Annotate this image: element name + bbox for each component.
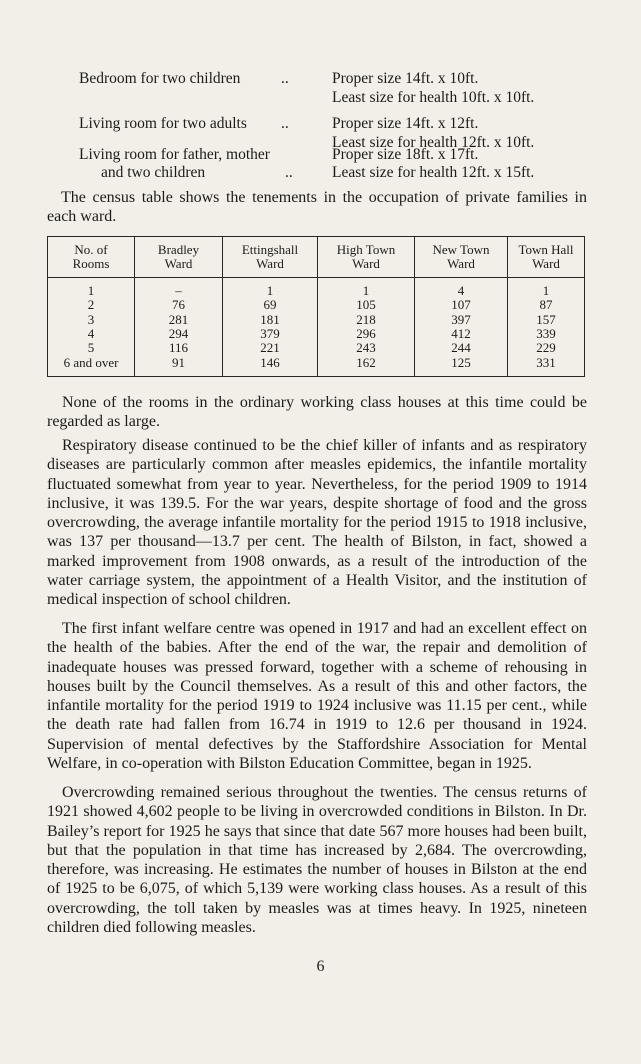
- header-bradley: Bradley Ward: [135, 237, 223, 278]
- table-cell: 4: [415, 277, 508, 298]
- body-paragraph: Respiratory disease continued to be the chief killer of infants and as respiratory diseases are particularly common after measles epidemics, the infantile mortality fluctuated somewhat from year to year. Nevertheless, for the period 1909 to 1914 inclusive, it was 139.5. For the war years, despite shortage of food and the gross overcrowding, the average infantile mortality for the period 1915 to 1918 inclusive, was 137 per thousand—13.7 per cent. The health of Bilston, in fact, showed a marked improvement from 1908 onwards, as a result of the introduction of the water carriage system, the appointment of a Health Visitor, and the institution of medical inspection of school children.: [47, 437, 587, 609]
- header-town-hall: Town Hall Ward: [508, 237, 585, 278]
- table-cell: 296: [318, 327, 415, 341]
- standard-least-size: Least size for health 12ft. x 15ft.: [332, 164, 535, 181]
- leader-dots: ..: [281, 70, 289, 87]
- table-cell: 1: [318, 277, 415, 298]
- table-cell: 107: [415, 298, 508, 312]
- standard-proper-size: Proper size 14ft. x 10ft.: [332, 70, 479, 87]
- standard-room-label: Living room for father, mother: [79, 146, 270, 163]
- table-cell: 379: [223, 327, 318, 341]
- table-cell: 1: [223, 277, 318, 298]
- room-size-standards: [0, 0, 641, 200]
- table-cell: 146: [223, 356, 318, 377]
- body-paragraph: The first infant welfare centre was opened in 1917 and had an excellent effect on the health of the babies. After the end of the war, the repair and demolition of inadequate houses was pressed forward, together with a scheme of rehousing in houses built by the Council themselves. As a result of this and other factors, the infantile mortality for the period 1919 to 1924 inclusive was 11.15 per cent., while the death rate had fallen from 16.74 in 1919 to 12.6 per thousand in 1924. Supervision of mental defectives by the Staffordshire Association for Mental Welfare, in co-operation with Bilston Education Committee, began in 1925.: [47, 620, 587, 773]
- table-cell: 6 and over: [48, 356, 135, 377]
- table-cell: 412: [415, 327, 508, 341]
- leader-dots: ..: [285, 164, 293, 181]
- table-header-row: [48, 237, 585, 278]
- table-cell: 162: [318, 356, 415, 377]
- standard-least-size: Least size for health 10ft. x 10ft.: [332, 89, 535, 106]
- table-row: [48, 298, 585, 312]
- table-cell: 229: [508, 341, 585, 355]
- table-cell: 125: [415, 356, 508, 377]
- table-row: [48, 313, 585, 327]
- table-cell: 294: [135, 327, 223, 341]
- table-cell: 243: [318, 341, 415, 355]
- table-cell: 2: [48, 298, 135, 312]
- table-cell: 4: [48, 327, 135, 341]
- table-cell: 116: [135, 341, 223, 355]
- table-cell: 221: [223, 341, 318, 355]
- table-cell: 87: [508, 298, 585, 312]
- table-cell: 3: [48, 313, 135, 327]
- table-cell: 397: [415, 313, 508, 327]
- table-cell: –: [135, 277, 223, 298]
- table-row: [48, 341, 585, 355]
- table-cell: 218: [318, 313, 415, 327]
- intro-paragraph: The census table shows the tenements in the occupation of private families in each ward.: [47, 189, 587, 226]
- table-cell: 331: [508, 356, 585, 377]
- table-cell: 1: [48, 277, 135, 298]
- table-cell: 5: [48, 341, 135, 355]
- standard-room-label: Living room for two adults: [79, 115, 247, 132]
- body-paragraph: None of the rooms in the ordinary working class houses at this time could be regarded as large.: [47, 394, 587, 431]
- table-cell: 181: [223, 313, 318, 327]
- table-cell: 69: [223, 298, 318, 312]
- standard-proper-size: Proper size 14ft. x 12ft.: [332, 115, 479, 132]
- header-ettingshall: Ettingshall Ward: [223, 237, 318, 278]
- table-cell: 339: [508, 327, 585, 341]
- header-rooms: No. of Rooms: [48, 237, 135, 278]
- table-cell: 244: [415, 341, 508, 355]
- table-row: [48, 327, 585, 341]
- standard-room-label: Bedroom for two children: [79, 70, 241, 87]
- census-table: [47, 236, 585, 377]
- standard-proper-size: Proper size 18ft. x 17ft.: [332, 146, 479, 163]
- leader-dots: ..: [281, 115, 289, 132]
- table-cell: 281: [135, 313, 223, 327]
- body-paragraph: Overcrowding remained serious throughout the twenties. The census returns of 1921 showed 4,602 people to be living in overcrowded conditions in Bilston. In Dr. Bailey’s report for 1925 he says that since that date 567 more houses had been built, but that the population in that time has increased by 2,684. The overcrowding, therefore, was increasing. He estimates the number of houses in Bilston at the end of 1925 to be 6,075, of which 5,139 were working class houses. As a result of this overcrowding, the toll taken by measles was at times heavy. In 1925, nineteen children died following measles.: [47, 784, 587, 937]
- table-row: [48, 356, 585, 377]
- header-new-town: New Town Ward: [415, 237, 508, 278]
- standard-room-label-cont: and two children: [101, 164, 206, 181]
- table-cell: 105: [318, 298, 415, 312]
- table-cell: 1: [508, 277, 585, 298]
- table-cell: 157: [508, 313, 585, 327]
- table-row: [48, 277, 585, 298]
- page-number: 6: [316, 958, 325, 975]
- standard-least-size: Least size for health 12ft. x 10ft.: [332, 134, 535, 151]
- table-cell: 91: [135, 356, 223, 377]
- table-cell: 76: [135, 298, 223, 312]
- header-high-town: High Town Ward: [318, 237, 415, 278]
